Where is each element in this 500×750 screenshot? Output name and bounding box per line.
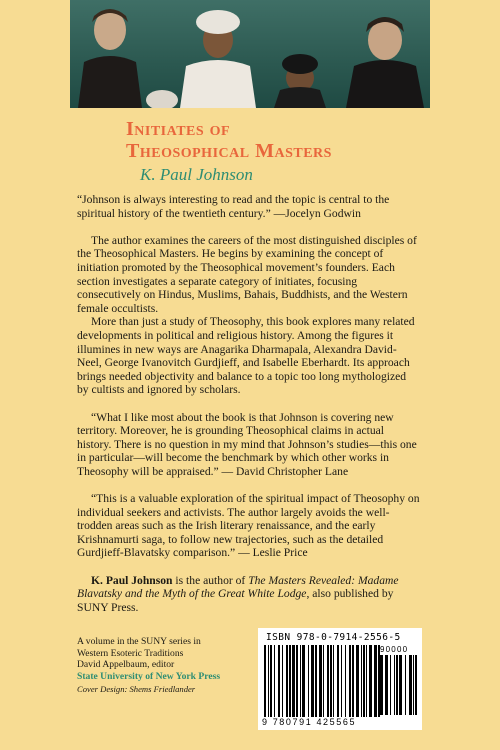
barcode-bar xyxy=(366,645,367,717)
barcode-bar xyxy=(296,645,298,717)
author-bio-text-1: is the author of xyxy=(172,573,249,587)
barcode-bar xyxy=(327,645,329,717)
series-editor: David Appelbaum, editor xyxy=(77,659,175,671)
barcode-bar xyxy=(282,645,283,717)
barcode-bar xyxy=(341,645,342,717)
barcode-bar xyxy=(337,645,339,717)
barcode-bar xyxy=(270,645,272,717)
barcode-bar xyxy=(380,655,383,715)
barcode-bar xyxy=(396,655,398,715)
barcode-bar xyxy=(415,655,417,715)
group-portrait-image xyxy=(70,0,430,108)
barcode-bar xyxy=(300,645,301,717)
price-barcode-bars xyxy=(380,655,418,715)
book-title-line-2: Theosophical Masters xyxy=(126,140,332,162)
barcode-bar xyxy=(409,655,412,715)
barcode-bar xyxy=(323,645,324,717)
price-code-text: 90000 xyxy=(380,645,409,654)
barcode-bar xyxy=(374,645,377,717)
barcode-bar xyxy=(413,655,414,715)
author-bio xyxy=(77,574,420,615)
barcode-bar xyxy=(289,645,291,717)
back-cover-text xyxy=(77,193,420,614)
cover-photo xyxy=(70,0,430,108)
series-line-2: Western Esoteric Traditions xyxy=(77,647,184,659)
author-bio-text-2: , also published by SUNY Press. xyxy=(77,587,394,614)
barcode-bar xyxy=(311,645,314,717)
cover-design-credit: Cover Design: Shems Friedlander xyxy=(77,684,196,695)
barcode-bar xyxy=(405,655,406,715)
barcode-bar xyxy=(399,655,402,715)
barcode-bar xyxy=(274,645,275,717)
blurb-lane: “What I like most about the book is that Johnson is covering new territory. Moreover, he is grounding Theosophical claims in actual history. There is no question in my mind that Johnson’s studies—this one in particular—will become the benchmark by which other works in Theosophy will be appraised.” — David Christopher Lane xyxy=(77,410,417,478)
barcode-bar xyxy=(315,645,317,717)
barcode-bars xyxy=(264,645,382,717)
barcode-bar xyxy=(356,645,359,717)
barcode-bar xyxy=(345,645,346,717)
barcode-bar xyxy=(268,645,269,717)
isbn-text: ISBN 978-0-7914-2556-5 xyxy=(266,632,401,643)
barcode-bar xyxy=(264,645,266,717)
barcode-bar xyxy=(390,655,391,715)
barcode-bar xyxy=(278,645,280,717)
barcode-panel xyxy=(258,628,422,730)
barcode-bar xyxy=(292,645,295,717)
description-paragraph-1: The author examines the careers of the most distinguished disciples of the Theosophical Masters. He begins by examining the concept of initiation promoted by the Theosophical movement’s founders. Each section investigates a separate category of initiates, focusing consecutively on Hindus, Muslims, Bahais, Buddhists, and the Western female occultists. xyxy=(77,233,417,315)
barcode-bar xyxy=(302,645,305,717)
barcode-bar xyxy=(349,645,351,717)
barcode-bar xyxy=(319,645,322,717)
book-title-line-1: Initiates of xyxy=(126,118,231,140)
barcode-bar xyxy=(286,645,288,717)
barcode-bar xyxy=(394,655,395,715)
author-bio-name: K. Paul Johnson xyxy=(91,573,173,587)
barcode-bar xyxy=(308,645,309,717)
publisher-name: State University of New York Press xyxy=(77,670,221,682)
barcode-bar xyxy=(361,645,362,717)
barcode-digits: 9 780791 425565 xyxy=(262,717,357,727)
barcode-bar xyxy=(333,645,334,717)
author-name: K. Paul Johnson xyxy=(140,165,253,184)
barcode-bar xyxy=(363,645,365,717)
description-paragraph-2: More than just a study of Theosophy, this book explores many related developments in political and religious history. Among the figures it illumines in new ways are Anagarika Dharmapala, Alexandra David-Neel, George Ivanovitch Gurdjieff, and Isabelle Eberhardt. Its approach brings needed objectivity and balance to a topic too long mythologized by cultists and ignored by scholars. xyxy=(77,315,415,397)
author-bio-book-title: The Masters Revealed: Madame Blavatsky and the Myth of the Great White Lodge xyxy=(77,573,399,601)
blurb-godwin: “Johnson is always interesting to read and the topic is central to the spiritual history of the twentieth century.” —Jocelyn Godwin xyxy=(77,193,390,220)
book-title xyxy=(126,118,456,162)
barcode-bar xyxy=(385,655,388,715)
barcode-bar xyxy=(369,645,372,717)
series-info xyxy=(77,636,252,696)
series-line-1: A volume in the SUNY series in xyxy=(77,636,201,647)
barcode-bar xyxy=(352,645,354,717)
blurb-price: “This is a valuable exploration of the spiritual impact of Theosophy on individual seekers and activists. The author largely avoids the well-trodden areas such as the Irish literary renaissance, and the early Krishnamurti saga, to follow new trajectories, such as the detailed Gurdjieff-Blavatsky comparison.” — Leslie Price xyxy=(77,492,420,560)
barcode-bar xyxy=(330,645,332,717)
